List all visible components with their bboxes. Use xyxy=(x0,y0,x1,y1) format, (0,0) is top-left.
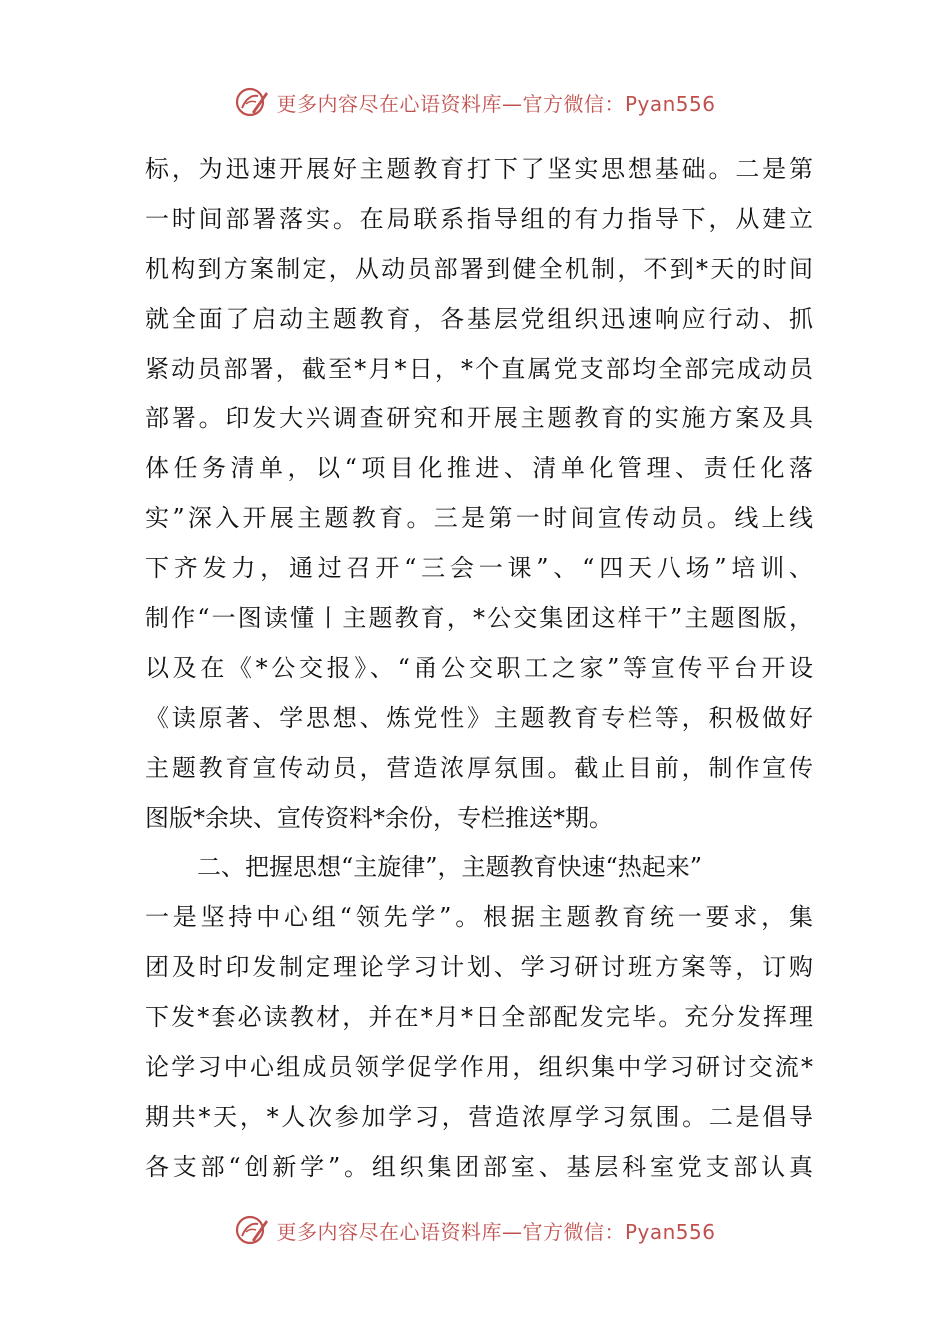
pen-logo-icon xyxy=(234,1212,270,1248)
text-line: 以及在《*公交报》、“甬公交职工之家”等宣传平台开设 xyxy=(145,653,813,682)
text-line: 标，为迅速开展好主题教育打下了坚实思想基础。二是第 xyxy=(145,155,813,183)
text-line: 一时间部署落实。在局联系指导组的有力指导下，从建立 xyxy=(145,204,813,233)
section-heading: 二、把握思想“主旋律”，主题教育快速“热起来” xyxy=(197,853,703,882)
text-line: 实”深入开展主题教育。三是第一时间宣传动员。线上线 xyxy=(145,504,813,533)
watermark-text: 更多内容尽在心语资料库—官方微信：Pyan556 xyxy=(276,91,716,116)
text-line: 各支部“创新学”。组织集团部室、基层科室党支部认真 xyxy=(145,1152,813,1181)
watermark-footer xyxy=(0,1212,950,1248)
document-body xyxy=(145,145,813,1193)
text-line: 论学习中心组成员领学促学作用，组织集中学习研讨交流* xyxy=(145,1053,813,1082)
watermark-text: 更多内容尽在心语资料库—官方微信：Pyan556 xyxy=(276,1219,716,1244)
text-line: 下发*套必读教材，并在*月*日全部配发完毕。充分发挥理 xyxy=(145,1003,813,1032)
watermark-header xyxy=(0,84,950,120)
text-line: 就全面了启动主题教育，各基层党组织迅速响应行动、抓 xyxy=(145,304,813,333)
text-line: 一是坚持中心组“领先学”。根据主题教育统一要求，集 xyxy=(145,903,813,932)
text-line: 期共*天，*人次参加学习，营造浓厚学习氛围。二是倡导 xyxy=(145,1102,813,1131)
text-line: 紧动员部署，截至*月*日，*个直属党支部均全部完成动员 xyxy=(145,354,813,383)
text-line: 主题教育宣传动员，营造浓厚氛围。截止目前，制作宣传 xyxy=(145,753,813,782)
text-line: 机构到方案制定，从动员部署到健全机制，不到*天的时间 xyxy=(145,254,813,283)
text-line: 下齐发力，通过召开“三会一课”、“四天八场”培训、 xyxy=(145,554,813,583)
text-line: 图版*余块、宣传资料*余份，专栏推送*期。 xyxy=(145,803,613,832)
pen-logo-icon xyxy=(234,84,270,120)
text-line: 《读原著、学思想、炼党性》主题教育专栏等，积极做好 xyxy=(145,703,813,732)
text-line: 团及时印发制定理论学习计划、学习研讨班方案等，订购 xyxy=(145,953,813,982)
text-line: 体任务清单，以“项目化推进、清单化管理、责任化落 xyxy=(145,454,813,483)
text-line: 制作“一图读懂丨主题教育，*公交集团这样干”主题图版， xyxy=(145,604,813,633)
text-line: 部署。印发大兴调查研究和开展主题教育的实施方案及具 xyxy=(145,404,813,433)
